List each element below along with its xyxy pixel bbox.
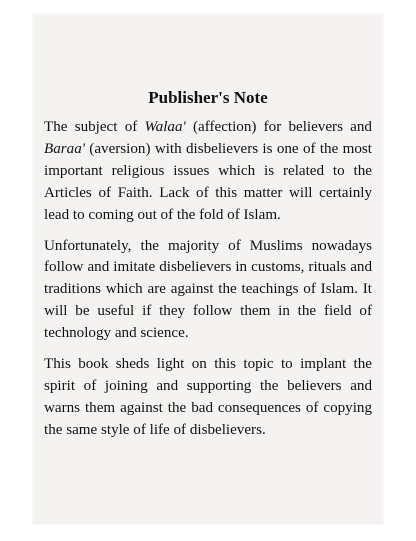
p1-text-a: The subject of (44, 119, 145, 135)
p1-text-b: (affection) for believers and (185, 119, 372, 135)
paragraph-1 (44, 117, 372, 227)
p1-text-c: (aversion) with disbelievers is one of the most important religious issues which is related to the Articles of Faith. Lack of this matter will certainly lead to coming out of the fold of Islam. (44, 140, 372, 223)
publishers-note (44, 87, 372, 451)
bleed-through-text (73, 64, 375, 86)
document-page (33, 14, 383, 524)
page-title: Publisher's Note (148, 88, 268, 107)
term-baraa: Baraa' (44, 140, 85, 157)
paragraph-3: This book sheds light on this topic to implant the spirit of joining and supporting the believers and warns them against the bad consequences of copying the same style of life of disbelievers. (44, 356, 372, 438)
paragraph-2: Unfortunately, the majority of Muslims nowadays follow and imitate disbelievers in customs, rituals and traditions which are against the teachings of Islam. It will be useful if they follow them in the field of technology and science. (44, 237, 372, 342)
term-walaa: Walaa' (144, 119, 186, 135)
